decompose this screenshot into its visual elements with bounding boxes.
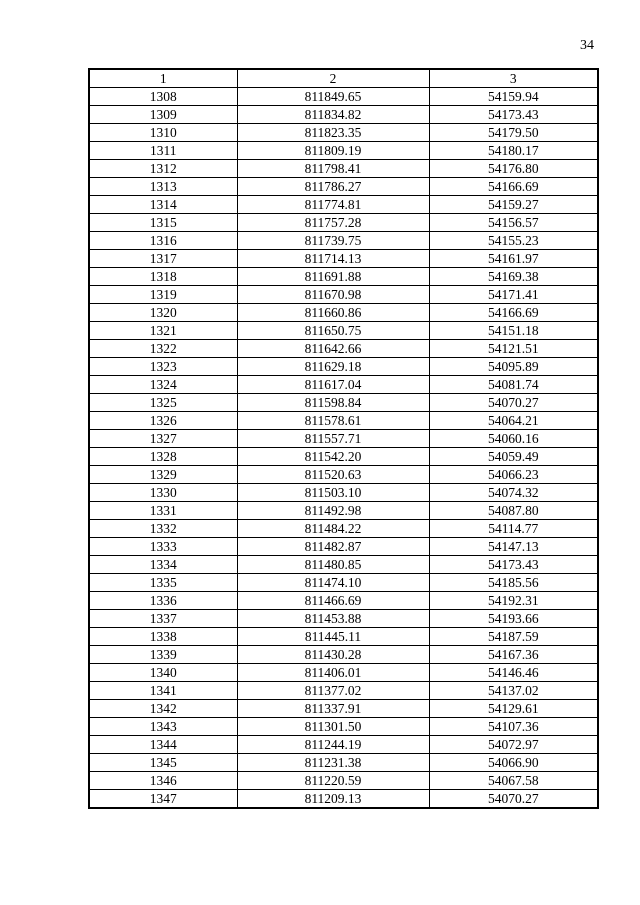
table-row (89, 592, 598, 610)
y-coordinate-cell: 54166.69 (429, 304, 598, 322)
y-coordinate-cell: 54060.16 (429, 430, 598, 448)
point-number-cell: 1313 (89, 178, 237, 196)
coordinates-table (88, 68, 599, 809)
point-number-cell: 1318 (89, 268, 237, 286)
point-number-cell: 1339 (89, 646, 237, 664)
x-coordinate-cell: 811660.86 (237, 304, 429, 322)
y-coordinate-cell: 54121.51 (429, 340, 598, 358)
table-row (89, 250, 598, 268)
y-coordinate-cell: 54064.21 (429, 412, 598, 430)
y-coordinate-cell: 54147.13 (429, 538, 598, 556)
table-row (89, 376, 598, 394)
y-coordinate-cell: 54187.59 (429, 628, 598, 646)
point-number-cell: 1340 (89, 664, 237, 682)
y-coordinate-cell: 54166.69 (429, 178, 598, 196)
y-coordinate-cell: 54137.02 (429, 682, 598, 700)
point-number-cell: 1322 (89, 340, 237, 358)
table-row (89, 88, 598, 106)
y-coordinate-cell: 54173.43 (429, 106, 598, 124)
y-coordinate-cell: 54095.89 (429, 358, 598, 376)
x-coordinate-cell: 811445.11 (237, 628, 429, 646)
point-number-cell: 1314 (89, 196, 237, 214)
point-number-cell: 1346 (89, 772, 237, 790)
x-coordinate-cell: 811466.69 (237, 592, 429, 610)
x-coordinate-cell: 811739.75 (237, 232, 429, 250)
x-coordinate-cell: 811849.65 (237, 88, 429, 106)
table-row (89, 772, 598, 790)
table-row (89, 484, 598, 502)
point-number-cell: 1323 (89, 358, 237, 376)
table-row (89, 124, 598, 142)
table-row (89, 142, 598, 160)
page-number: 34 (580, 38, 594, 53)
point-number-cell: 1337 (89, 610, 237, 628)
point-number-cell: 1342 (89, 700, 237, 718)
point-number-cell: 1336 (89, 592, 237, 610)
column-header-2: 2 (237, 69, 429, 88)
point-number-cell: 1308 (89, 88, 237, 106)
x-coordinate-cell: 811834.82 (237, 106, 429, 124)
point-number-cell: 1332 (89, 520, 237, 538)
point-number-cell: 1320 (89, 304, 237, 322)
x-coordinate-cell: 811557.71 (237, 430, 429, 448)
point-number-cell: 1330 (89, 484, 237, 502)
point-number-cell: 1338 (89, 628, 237, 646)
table-row (89, 430, 598, 448)
point-number-cell: 1341 (89, 682, 237, 700)
point-number-cell: 1312 (89, 160, 237, 178)
y-coordinate-cell: 54072.97 (429, 736, 598, 754)
x-coordinate-cell: 811617.04 (237, 376, 429, 394)
y-coordinate-cell: 54107.36 (429, 718, 598, 736)
y-coordinate-cell: 54155.23 (429, 232, 598, 250)
y-coordinate-cell: 54159.27 (429, 196, 598, 214)
y-coordinate-cell: 54066.23 (429, 466, 598, 484)
y-coordinate-cell: 54161.97 (429, 250, 598, 268)
point-number-cell: 1325 (89, 394, 237, 412)
column-header-1: 1 (89, 69, 237, 88)
x-coordinate-cell: 811542.20 (237, 448, 429, 466)
table-row (89, 232, 598, 250)
table-row (89, 358, 598, 376)
table-row (89, 682, 598, 700)
x-coordinate-cell: 811714.13 (237, 250, 429, 268)
point-number-cell: 1344 (89, 736, 237, 754)
x-coordinate-cell: 811798.41 (237, 160, 429, 178)
x-coordinate-cell: 811578.61 (237, 412, 429, 430)
y-coordinate-cell: 54129.61 (429, 700, 598, 718)
table-row (89, 718, 598, 736)
x-coordinate-cell: 811430.28 (237, 646, 429, 664)
point-number-cell: 1316 (89, 232, 237, 250)
y-coordinate-cell: 54066.90 (429, 754, 598, 772)
x-coordinate-cell: 811301.50 (237, 718, 429, 736)
x-coordinate-cell: 811406.01 (237, 664, 429, 682)
table-row (89, 610, 598, 628)
y-coordinate-cell: 54167.36 (429, 646, 598, 664)
point-number-cell: 1319 (89, 286, 237, 304)
table-row (89, 754, 598, 772)
y-coordinate-cell: 54159.94 (429, 88, 598, 106)
point-number-cell: 1309 (89, 106, 237, 124)
x-coordinate-cell: 811209.13 (237, 790, 429, 809)
x-coordinate-cell: 811484.22 (237, 520, 429, 538)
table-row (89, 106, 598, 124)
x-coordinate-cell: 811453.88 (237, 610, 429, 628)
x-coordinate-cell: 811691.88 (237, 268, 429, 286)
table-row (89, 394, 598, 412)
table-header (89, 69, 598, 88)
y-coordinate-cell: 54179.50 (429, 124, 598, 142)
y-coordinate-cell: 54059.49 (429, 448, 598, 466)
point-number-cell: 1315 (89, 214, 237, 232)
point-number-cell: 1343 (89, 718, 237, 736)
point-number-cell: 1317 (89, 250, 237, 268)
point-number-cell: 1326 (89, 412, 237, 430)
point-number-cell: 1335 (89, 574, 237, 592)
y-coordinate-cell: 54146.46 (429, 664, 598, 682)
x-coordinate-cell: 811642.66 (237, 340, 429, 358)
x-coordinate-cell: 811670.98 (237, 286, 429, 304)
x-coordinate-cell: 811774.81 (237, 196, 429, 214)
point-number-cell: 1334 (89, 556, 237, 574)
table-row (89, 304, 598, 322)
x-coordinate-cell: 811629.18 (237, 358, 429, 376)
y-coordinate-cell: 54081.74 (429, 376, 598, 394)
table-row (89, 556, 598, 574)
table-row (89, 412, 598, 430)
table-row (89, 538, 598, 556)
y-coordinate-cell: 54151.18 (429, 322, 598, 340)
y-coordinate-cell: 54156.57 (429, 214, 598, 232)
x-coordinate-cell: 811520.63 (237, 466, 429, 484)
table-row (89, 340, 598, 358)
point-number-cell: 1324 (89, 376, 237, 394)
point-number-cell: 1310 (89, 124, 237, 142)
x-coordinate-cell: 811786.27 (237, 178, 429, 196)
x-coordinate-cell: 811480.85 (237, 556, 429, 574)
x-coordinate-cell: 811650.75 (237, 322, 429, 340)
x-coordinate-cell: 811503.10 (237, 484, 429, 502)
x-coordinate-cell: 811474.10 (237, 574, 429, 592)
table-row (89, 178, 598, 196)
x-coordinate-cell: 811598.84 (237, 394, 429, 412)
x-coordinate-cell: 811809.19 (237, 142, 429, 160)
y-coordinate-cell: 54067.58 (429, 772, 598, 790)
column-header-3: 3 (429, 69, 598, 88)
table-row (89, 520, 598, 538)
x-coordinate-cell: 811823.35 (237, 124, 429, 142)
point-number-cell: 1321 (89, 322, 237, 340)
table-row (89, 502, 598, 520)
table-row (89, 214, 598, 232)
point-number-cell: 1327 (89, 430, 237, 448)
point-number-cell: 1311 (89, 142, 237, 160)
y-coordinate-cell: 54169.38 (429, 268, 598, 286)
table-row (89, 574, 598, 592)
table-row (89, 790, 598, 809)
y-coordinate-cell: 54087.80 (429, 502, 598, 520)
y-coordinate-cell: 54192.31 (429, 592, 598, 610)
table-row (89, 268, 598, 286)
y-coordinate-cell: 54185.56 (429, 574, 598, 592)
table-row (89, 466, 598, 484)
table-body (89, 88, 598, 809)
point-number-cell: 1329 (89, 466, 237, 484)
table-row (89, 646, 598, 664)
y-coordinate-cell: 54074.32 (429, 484, 598, 502)
table-row (89, 196, 598, 214)
point-number-cell: 1333 (89, 538, 237, 556)
y-coordinate-cell: 54070.27 (429, 394, 598, 412)
table-row (89, 628, 598, 646)
point-number-cell: 1347 (89, 790, 237, 809)
point-number-cell: 1345 (89, 754, 237, 772)
x-coordinate-cell: 811231.38 (237, 754, 429, 772)
y-coordinate-cell: 54180.17 (429, 142, 598, 160)
table-row (89, 700, 598, 718)
table-row (89, 160, 598, 178)
x-coordinate-cell: 811482.87 (237, 538, 429, 556)
x-coordinate-cell: 811377.02 (237, 682, 429, 700)
table-row (89, 736, 598, 754)
y-coordinate-cell: 54173.43 (429, 556, 598, 574)
point-number-cell: 1328 (89, 448, 237, 466)
point-number-cell: 1331 (89, 502, 237, 520)
x-coordinate-cell: 811337.91 (237, 700, 429, 718)
header-row (89, 69, 598, 88)
y-coordinate-cell: 54193.66 (429, 610, 598, 628)
table-row (89, 322, 598, 340)
y-coordinate-cell: 54114.77 (429, 520, 598, 538)
table-row (89, 664, 598, 682)
x-coordinate-cell: 811220.59 (237, 772, 429, 790)
y-coordinate-cell: 54171.41 (429, 286, 598, 304)
y-coordinate-cell: 54070.27 (429, 790, 598, 809)
x-coordinate-cell: 811757.28 (237, 214, 429, 232)
y-coordinate-cell: 54176.80 (429, 160, 598, 178)
table-row (89, 286, 598, 304)
table-row (89, 448, 598, 466)
x-coordinate-cell: 811244.19 (237, 736, 429, 754)
x-coordinate-cell: 811492.98 (237, 502, 429, 520)
